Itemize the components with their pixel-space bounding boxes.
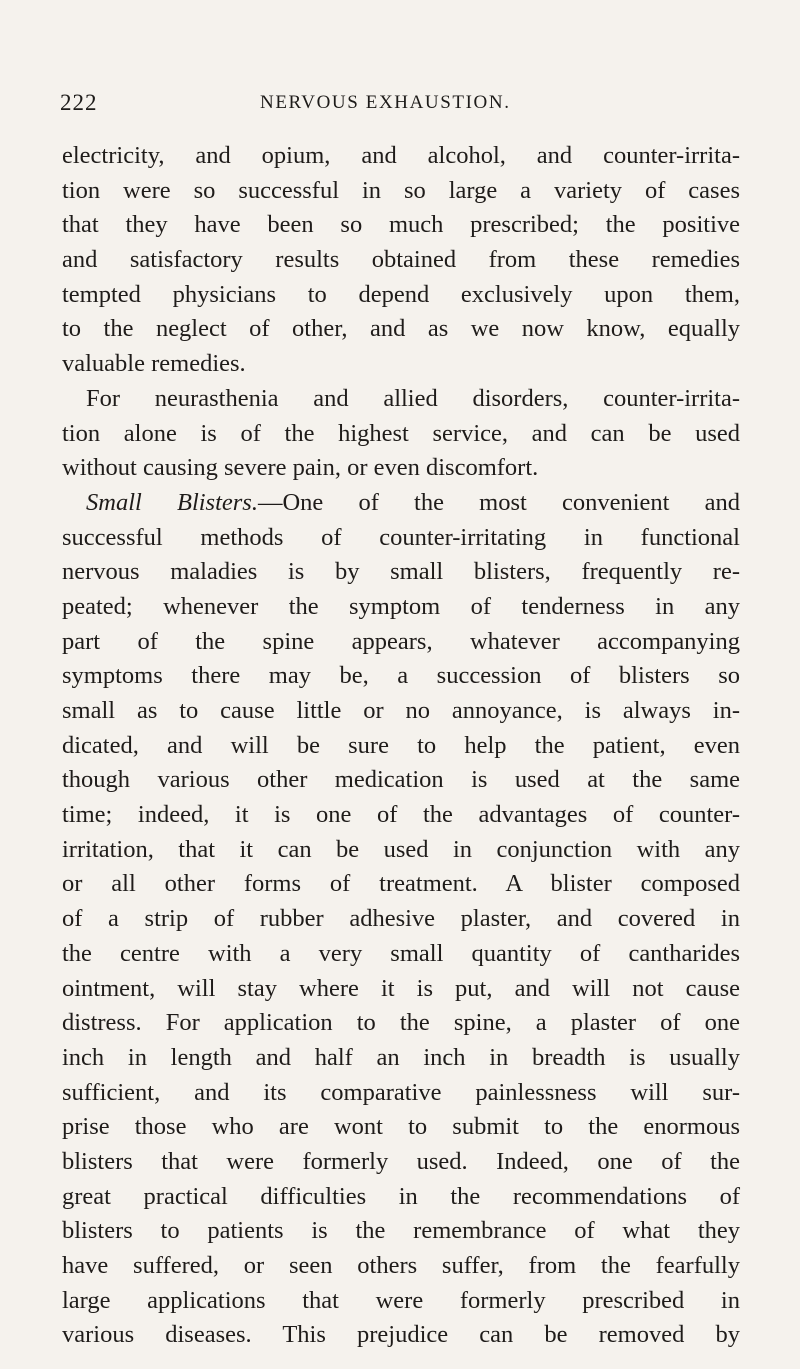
- text-line: tempted physicians to depend exclusively upon them,: [62, 280, 740, 308]
- section-heading: Small Blisters.: [86, 488, 258, 516]
- text-line: of a strip of rubber adhesive plaster, and covered in: [62, 905, 740, 933]
- text-line: the centre with a very small quantity of cantharides: [62, 939, 740, 967]
- text-line: distress. For application to the spine, a plaster of one: [62, 1009, 740, 1037]
- text-line: ointment, will stay where it is put, and will not cause: [62, 974, 740, 1002]
- text-line: part of the spine appears, whatever accompanying: [62, 627, 740, 655]
- text-line: tion alone is of the highest service, and can be used: [62, 419, 740, 447]
- body-text: [62, 139, 740, 1353]
- text-line: have suffered, or seen others suffer, from the fearfully: [62, 1252, 740, 1279]
- text-line: sufficient, and its comparative painlessness will sur-: [62, 1078, 740, 1106]
- text-line: nervous maladies is by small blisters, frequently re-: [62, 558, 740, 586]
- text-line: large applications that were formerly prescribed in: [62, 1286, 740, 1314]
- text-line: that they have been so much prescribed; the positive: [62, 211, 740, 239]
- text-line: great practical difficulties in the recommendations of: [62, 1182, 740, 1210]
- text-line: and satisfactory results obtained from these remedies: [62, 246, 740, 274]
- text-line: tion were so successful in so large a variety of cases: [62, 176, 740, 204]
- text-line: blisters that were formerly used. Indeed, one of the: [62, 1147, 740, 1175]
- text-line: valuable remedies.: [62, 350, 246, 378]
- text-line: without causing severe pain, or even discomfort.: [62, 454, 539, 482]
- text-line: symptoms there may be, a succession of blisters so: [62, 662, 740, 690]
- section-heading-line: [62, 486, 740, 521]
- text-line: successful methods of counter-irritating in functional: [62, 523, 740, 551]
- text-line: inch in length and half an inch in breadth is usually: [62, 1043, 740, 1071]
- text-line: peated; whenever the symptom of tenderness in any: [62, 592, 740, 620]
- text-line-remainder: —One of the most convenient and: [257, 488, 740, 516]
- text-line: dicated, and will be sure to help the patient, even: [62, 731, 740, 759]
- text-line: small as to cause little or no annoyance, is always in-: [62, 697, 740, 724]
- page-number: 222: [60, 90, 98, 115]
- text-line: blisters to patients is the remembrance of what they: [62, 1217, 740, 1245]
- page-header: [60, 90, 750, 120]
- text-line: prise those who are wont to submit to the enormous: [62, 1113, 740, 1141]
- text-line: various diseases. This prejudice can be removed by: [62, 1321, 740, 1349]
- text-line: electricity, and opium, and alcohol, and counter-irrita-: [62, 142, 740, 169]
- text-line: For neurasthenia and allied disorders, counter-irrita-: [86, 384, 740, 412]
- text-line: though various other medication is used at the same: [62, 766, 740, 794]
- text-line: or all other forms of treatment. A blister composed: [62, 870, 740, 898]
- text-line: time; indeed, it is one of the advantages of counter-: [62, 801, 740, 829]
- text-line: irritation, that it can be used in conjunction with any: [62, 835, 740, 863]
- text-line: to the neglect of other, and as we now know, equally: [62, 315, 740, 343]
- running-head: NERVOUS EXHAUSTION.: [260, 92, 511, 113]
